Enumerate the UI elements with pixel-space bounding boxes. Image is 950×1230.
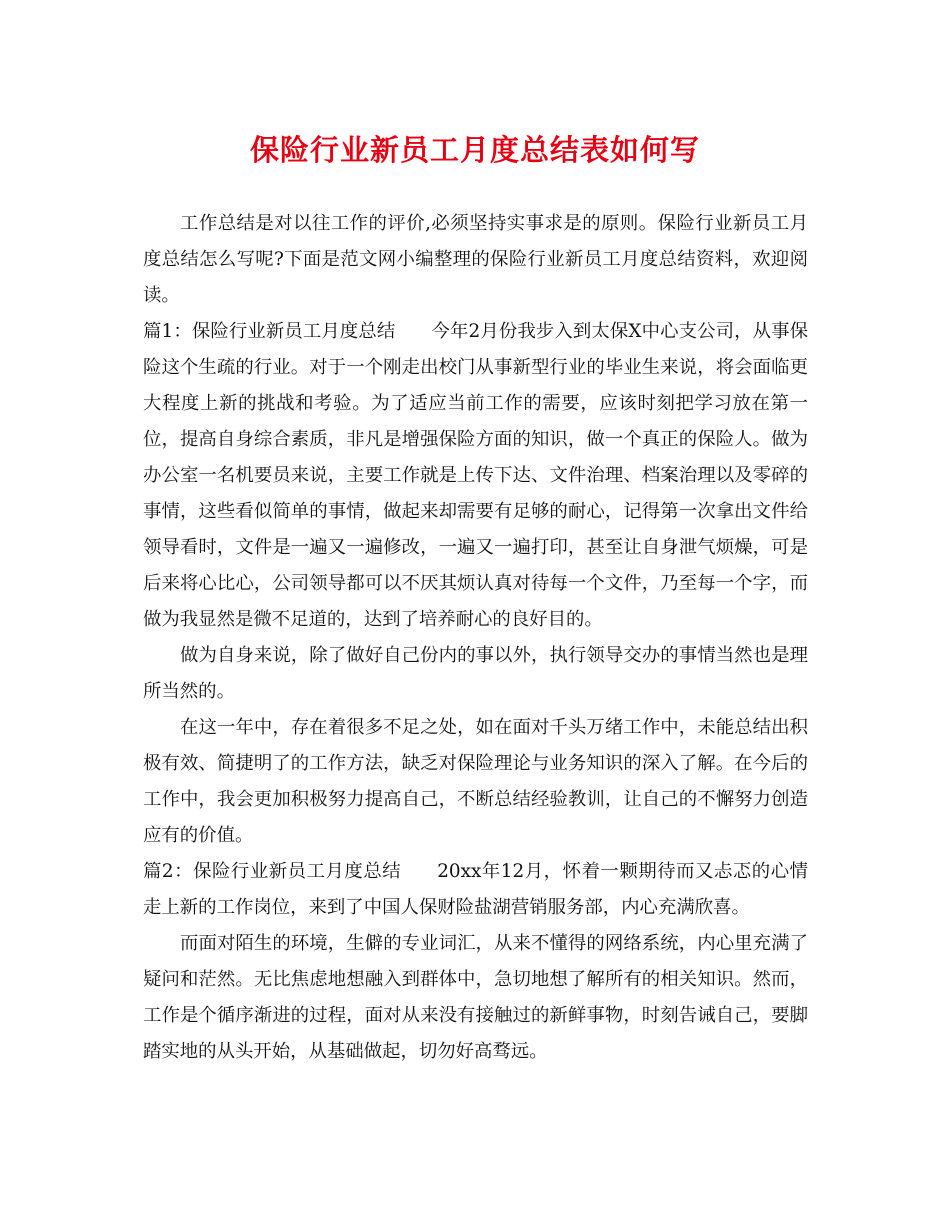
intro-paragraph: 工作总结是对以往工作的评价,必须坚持实事求是的原则。保险行业新员工月度总结怎么写呢?下面是范文网小编整理的保险行业新员工月度总结资料，欢迎阅读。 — [143, 213, 808, 306]
document-body — [143, 206, 808, 1070]
article-2-paragraph-2: 而面对陌生的环境，生僻的专业词汇，从来不懂得的网络系统，内心里充满了疑问和茫然。无比焦虑地想融入到群体中，急切地想了解所有的相关知识。然而，工作是个循序渐进的过程，面对从来没有接触过的新鲜事物，时刻告诫自己，要脚踏实地的从头开始，从基础做起，切勿好高骛远。 — [143, 933, 808, 1062]
article-1-paragraph-3: 在这一年中，存在着很多不足之处，如在面对千头万绪工作中，未能总结出积极有效、简捷明了的工作方法，缺乏对保险理论与业务知识的深入了解。在今后的工作中，我会更加积极努力提高自己，不断总结经验教训，让自己的不懈努力创造应有的价值。 — [143, 717, 808, 846]
article-1-paragraph — [143, 314, 808, 638]
article-2-heading: 篇2：保险行业新员工月度总结 — [143, 861, 402, 882]
article-2-paragraph — [143, 854, 808, 926]
article-2-body: 20xx年12月，怀着一颗期待而又忐忑的心情走上新的工作岗位，来到了中国人保财险盐湖营销服务部，内心充满欣喜。 — [143, 861, 809, 918]
article-1-paragraph-2: 做为自身来说，除了做好自己份内的事以外，执行领导交办的事情当然也是理所当然的。 — [143, 645, 808, 702]
document-title: 保险行业新员工月度总结表如何写 — [249, 133, 700, 167]
article-1-heading: 篇1：保险行业新员工月度总结 — [143, 321, 396, 342]
article-1-body: 今年2月份我步入到太保X中心支公司，从事保险这个生疏的行业。对于一个刚走出校门从事新型行业的毕业生来说，将会面临更大程度上新的挑战和考验。为了适应当前工作的需要，应该时刻把学习放在第一位，提高自身综合素质，非凡是增强保险方面的知识，做一个真正的保险人。做为办公室一名机要员来说，主要工作就是上传下达、文件治理、档案治理以及零碎的事情，这些看似简单的事情，做起来却需要有足够的耐心，记得第一次拿出文件给领导看时，文件是一遍又一遍修改，一遍又一遍打印，甚至让自身泄气烦燥，可是后来将心比心，公司领导都可以不厌其烦认真对待每一个文件，乃至每一个字，而做为我显然是微不足道的，达到了培养耐心的良好目的。 — [143, 321, 809, 630]
